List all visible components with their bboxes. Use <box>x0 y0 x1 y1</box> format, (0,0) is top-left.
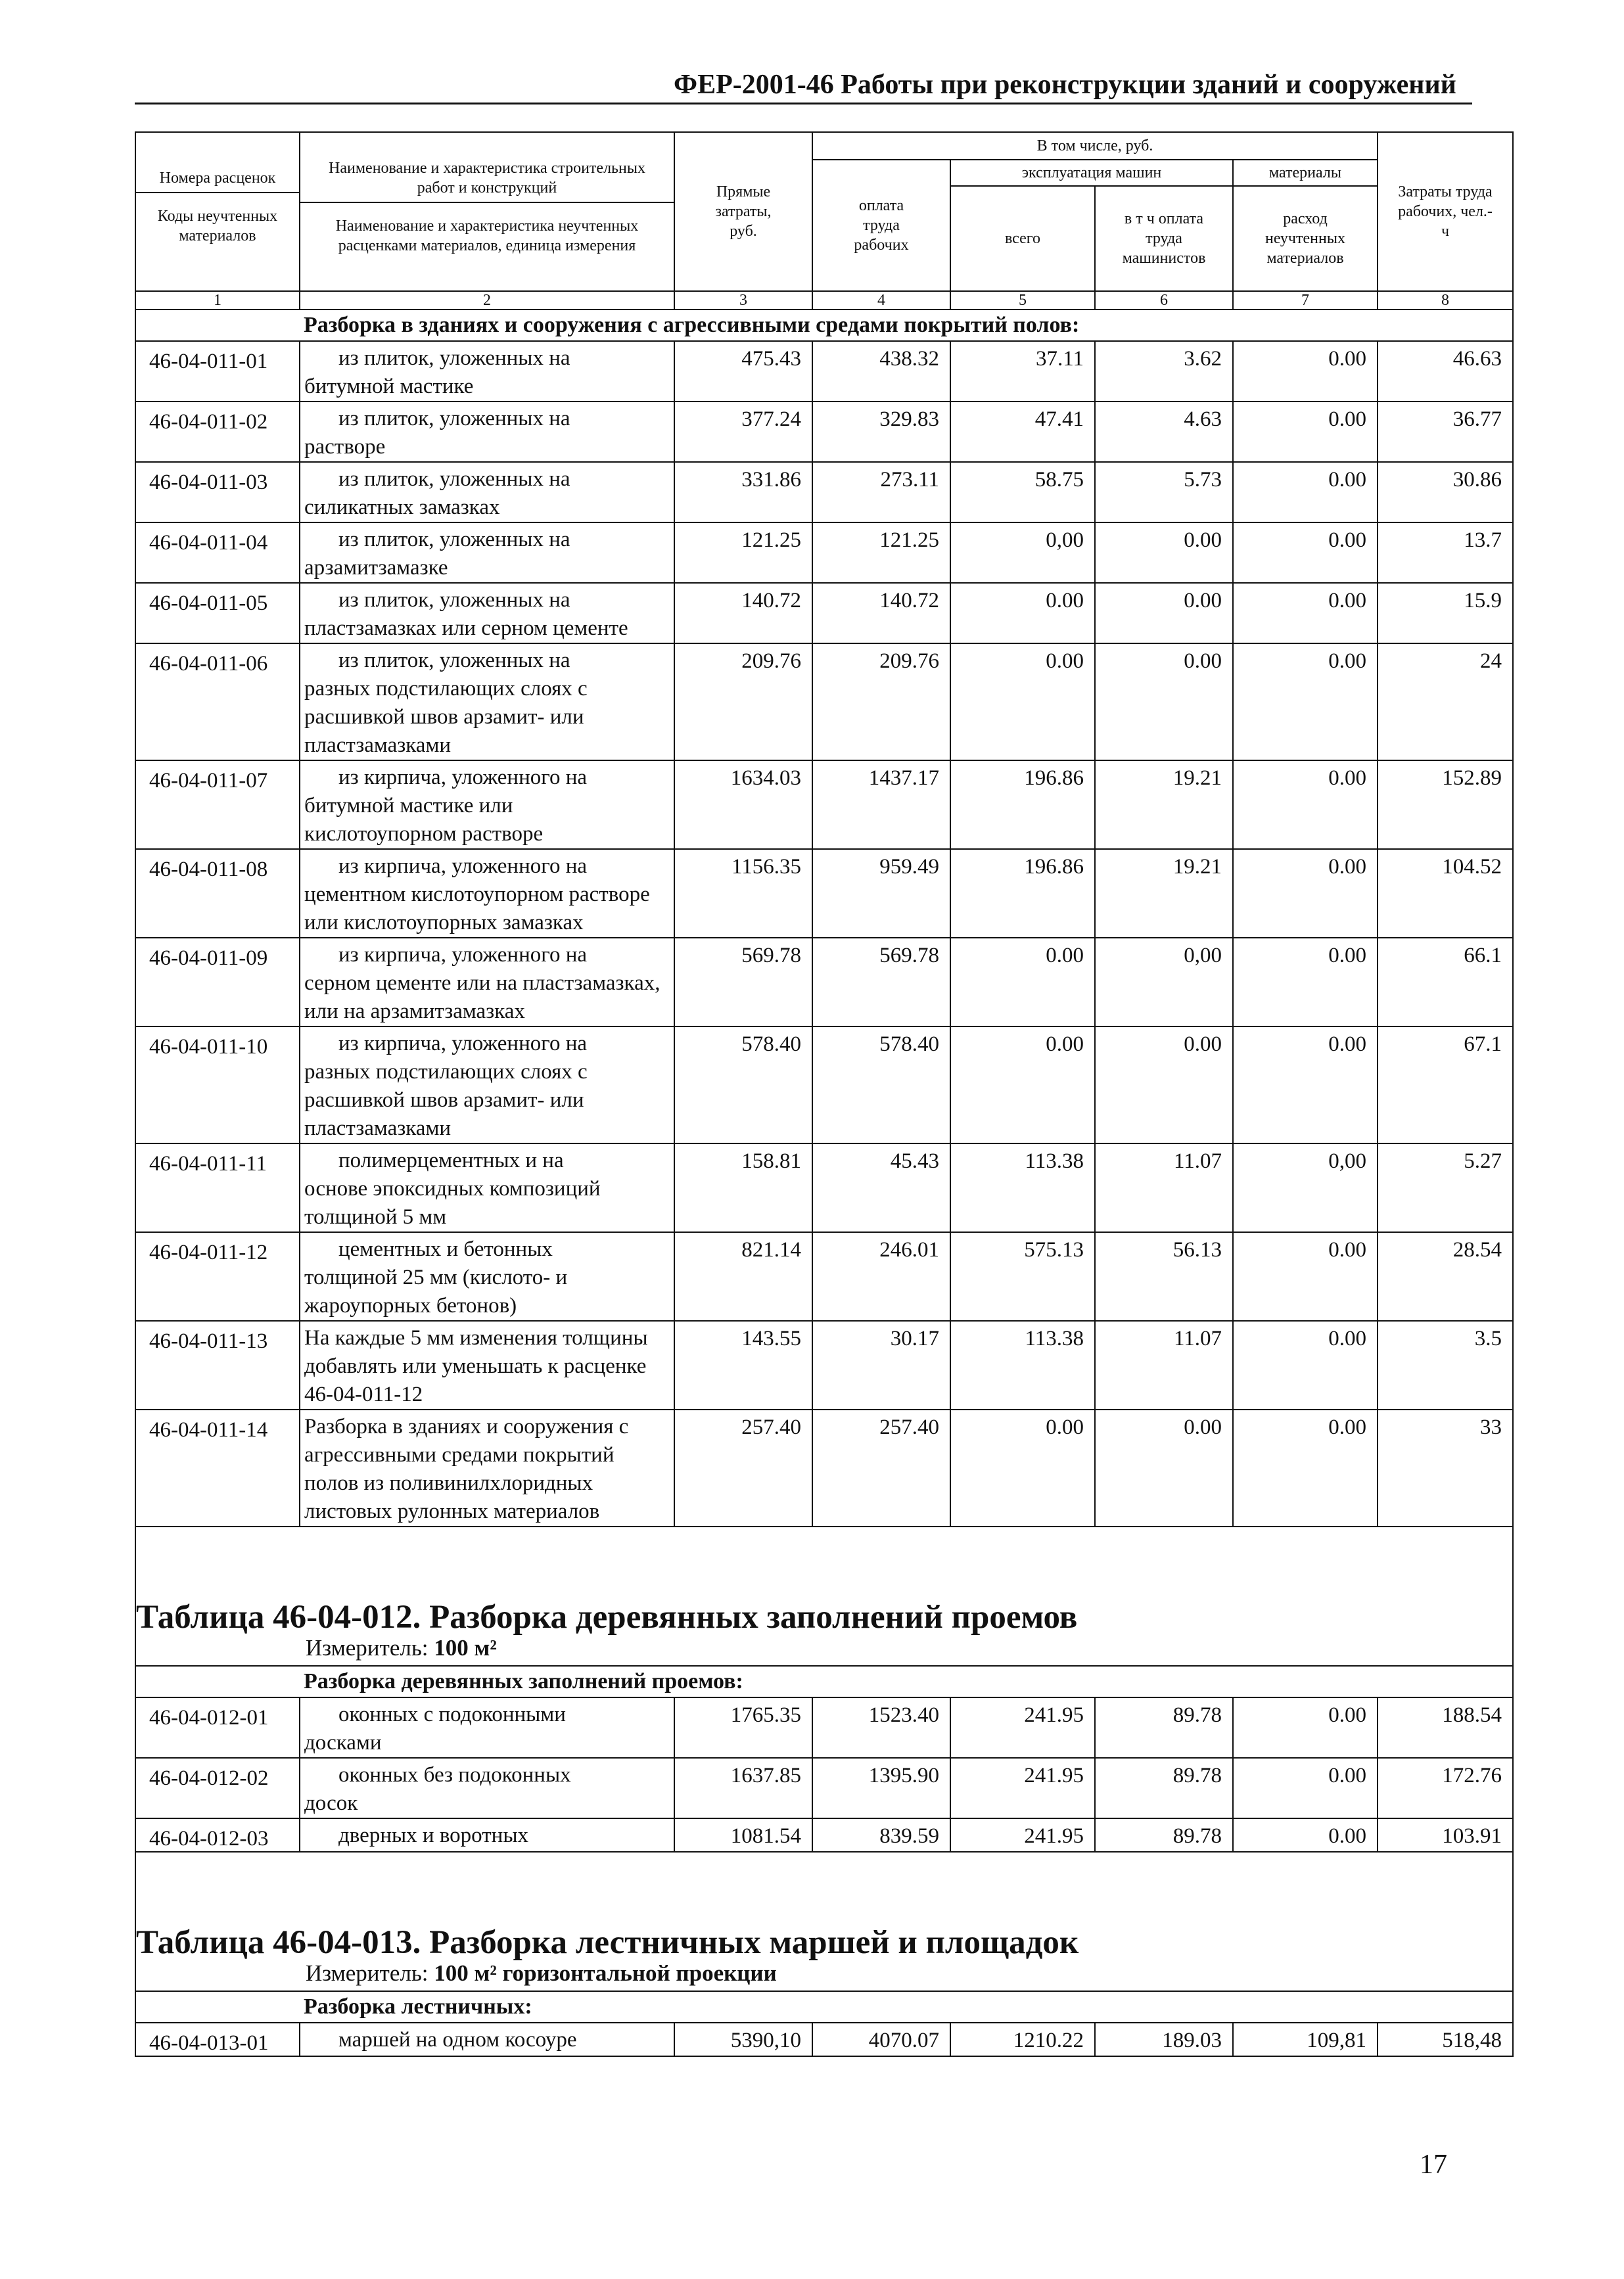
value-wages: 1437.17 <box>812 760 950 849</box>
rate-code: 46-04-011-02 <box>135 402 300 462</box>
value-wages: 329.83 <box>812 402 950 462</box>
col-mach-total: всего <box>950 186 1095 291</box>
description-rest: На каждые 5 мм изменения толщины добавлять или уменьшать к расценке 46-04-011-12 <box>304 1326 648 1406</box>
description-rest: цементном кислотоупорном растворе или кислотоупорных замазках <box>304 883 650 934</box>
value-wages: 121.25 <box>812 522 950 583</box>
table-row <box>135 2023 1513 2056</box>
value-wages: 1395.90 <box>812 1758 950 1818</box>
value-mat: 0.00 <box>1233 402 1378 462</box>
description-first-line: из кирпича, уложенного на <box>338 766 588 789</box>
value-mach: 113.38 <box>950 1321 1095 1410</box>
value-mat: 0.00 <box>1233 522 1378 583</box>
value-mach-w: 89.78 <box>1095 1818 1233 1852</box>
work-description <box>300 938 674 1026</box>
value-mat: 0.00 <box>1233 938 1378 1026</box>
table-row <box>135 849 1513 938</box>
work-description <box>300 849 674 938</box>
value-wages: 569.78 <box>812 938 950 1026</box>
table-title-cell <box>135 1527 1513 1666</box>
value-mach: 0.00 <box>950 1410 1095 1527</box>
header-rule <box>135 103 1472 104</box>
value-mach: 241.95 <box>950 1697 1095 1758</box>
table-row <box>135 1232 1513 1321</box>
section-heading: Разборка деревянных заполнений проемов: <box>135 1666 1513 1697</box>
value-direct: 331.86 <box>674 462 812 522</box>
col-wages: оплата труда рабочих <box>812 160 950 291</box>
work-description <box>300 402 674 462</box>
running-header: ФЕР-2001-46 Работы при реконструкции зданий и сооружений <box>674 70 1456 100</box>
value-labor: 24 <box>1378 643 1513 760</box>
column-numbers-row <box>135 291 1513 310</box>
value-mach-w: 0,00 <box>1095 938 1233 1026</box>
description-first-line: из плиток, уложенных на <box>338 346 570 370</box>
value-mat: 109,81 <box>1233 2023 1378 2056</box>
rate-code: 46-04-011-06 <box>135 643 300 760</box>
table-row <box>135 1410 1513 1527</box>
section-heading: Разборка в зданиях и сооружения с агрессивными средами покрытий полов: <box>135 310 1513 341</box>
value-wages: 1523.40 <box>812 1697 950 1758</box>
value-wages: 30.17 <box>812 1321 950 1410</box>
col-incl: В том числе, руб. <box>812 132 1378 160</box>
rate-code: 46-04-011-09 <box>135 938 300 1026</box>
value-wages: 4070.07 <box>812 2023 950 2056</box>
table-row <box>135 643 1513 760</box>
value-wages: 209.76 <box>812 643 950 760</box>
value-mach-w: 19.21 <box>1095 849 1233 938</box>
value-labor: 103.91 <box>1378 1818 1513 1852</box>
rate-code: 46-04-013-01 <box>135 2023 300 2056</box>
value-direct: 569.78 <box>674 938 812 1026</box>
measure-label: Измеритель: <box>306 1960 429 1986</box>
table-row <box>135 938 1513 1026</box>
value-direct: 1081.54 <box>674 1818 812 1852</box>
work-description <box>300 1143 674 1232</box>
value-labor: 15.9 <box>1378 583 1513 643</box>
value-mach: 0.00 <box>950 938 1095 1026</box>
description-first-line: из плиток, уложенных на <box>338 588 570 612</box>
value-mat: 0.00 <box>1233 1232 1378 1321</box>
col-rate-no <box>135 132 300 291</box>
rate-code: 46-04-011-04 <box>135 522 300 583</box>
value-direct: 1156.35 <box>674 849 812 938</box>
value-wages: 246.01 <box>812 1232 950 1321</box>
description-first-line: из кирпича, уложенного на <box>338 854 588 878</box>
value-mach: 575.13 <box>950 1232 1095 1321</box>
value-labor: 518,48 <box>1378 2023 1513 2056</box>
table-header <box>135 132 1513 291</box>
col-codes-label: Коды неучтенных материалов <box>157 208 278 244</box>
description-rest: основе эпоксидных композиций толщиной 5 мм <box>304 1177 601 1229</box>
value-labor: 5.27 <box>1378 1143 1513 1232</box>
description-rest: Разборка в зданиях и сооружения с агрессивными средами покрытий полов из поливинилхлоридных листовых рулонных материалов <box>304 1415 629 1523</box>
value-mach: 241.95 <box>950 1818 1095 1852</box>
description-rest: силикатных замазках <box>304 495 500 519</box>
work-description <box>300 1232 674 1321</box>
rate-code: 46-04-011-03 <box>135 462 300 522</box>
value-direct: 143.55 <box>674 1321 812 1410</box>
value-mat: 0.00 <box>1233 462 1378 522</box>
description-rest: толщиной 25 мм (кислото- и жароупорных бетонов) <box>304 1266 568 1318</box>
value-mach-w: 5.73 <box>1095 462 1233 522</box>
value-labor: 28.54 <box>1378 1232 1513 1321</box>
value-mach: 1210.22 <box>950 2023 1095 2056</box>
value-mach: 0.00 <box>950 1026 1095 1143</box>
measure-label: Измеритель: <box>306 1635 429 1661</box>
value-labor: 46.63 <box>1378 341 1513 402</box>
value-mach: 113.38 <box>950 1143 1095 1232</box>
value-mach: 47.41 <box>950 402 1095 462</box>
description-first-line: из плиток, уложенных на <box>338 649 570 672</box>
rate-code: 46-04-012-02 <box>135 1758 300 1818</box>
section-heading-row <box>135 310 1513 341</box>
value-mach-w: 89.78 <box>1095 1697 1233 1758</box>
value-labor: 172.76 <box>1378 1758 1513 1818</box>
rate-code: 46-04-011-11 <box>135 1143 300 1232</box>
col-number: 3 <box>674 291 812 310</box>
rate-code: 46-04-011-14 <box>135 1410 300 1527</box>
value-wages: 839.59 <box>812 1818 950 1852</box>
work-description <box>300 462 674 522</box>
value-mat: 0.00 <box>1233 849 1378 938</box>
value-mat: 0.00 <box>1233 760 1378 849</box>
section-heading: Разборка лестничных: <box>135 1991 1513 2023</box>
value-direct: 209.76 <box>674 643 812 760</box>
table-row <box>135 1143 1513 1232</box>
value-labor: 3.5 <box>1378 1321 1513 1410</box>
value-mach-w: 11.07 <box>1095 1321 1233 1410</box>
value-mat: 0.00 <box>1233 1758 1378 1818</box>
description-rest: растворе <box>304 435 386 459</box>
table-title-row <box>135 1852 1513 1991</box>
value-direct: 377.24 <box>674 402 812 462</box>
value-labor: 66.1 <box>1378 938 1513 1026</box>
value-mach: 58.75 <box>950 462 1095 522</box>
value-mach-w: 3.62 <box>1095 341 1233 402</box>
col-number: 6 <box>1095 291 1233 310</box>
value-labor: 33 <box>1378 1410 1513 1527</box>
value-wages: 578.40 <box>812 1026 950 1143</box>
value-labor: 152.89 <box>1378 760 1513 849</box>
description-first-line: из кирпича, уложенного на <box>338 1032 588 1055</box>
rate-code: 46-04-012-01 <box>135 1697 300 1758</box>
rate-code: 46-04-011-05 <box>135 583 300 643</box>
value-mach-w: 89.78 <box>1095 1758 1233 1818</box>
table-row <box>135 1697 1513 1758</box>
col-materials: материалы <box>1233 160 1378 186</box>
rate-code: 46-04-011-12 <box>135 1232 300 1321</box>
value-mach-w: 189.03 <box>1095 2023 1233 2056</box>
description-rest: разных подстилающих слоях с расшивкой швов арзамит- или пластзамазками <box>304 1060 588 1140</box>
col-number: 8 <box>1378 291 1513 310</box>
table-row <box>135 1818 1513 1852</box>
value-wages: 438.32 <box>812 341 950 402</box>
value-mat: 0.00 <box>1233 1026 1378 1143</box>
measure-line <box>306 1960 777 1987</box>
col-number: 2 <box>300 291 674 310</box>
description-first-line: из плиток, уложенных на <box>338 467 570 491</box>
section-heading-row <box>135 1666 1513 1697</box>
work-description <box>300 1818 674 1852</box>
value-direct: 1765.35 <box>674 1697 812 1758</box>
value-mat: 0.00 <box>1233 1818 1378 1852</box>
work-description <box>300 583 674 643</box>
value-mach: 0.00 <box>950 583 1095 643</box>
description-rest: серном цементе или на пластзамазках, или на арзамитзамазках <box>304 971 661 1023</box>
value-mach: 241.95 <box>950 1758 1095 1818</box>
col-number: 1 <box>135 291 300 310</box>
description-rest: битумной мастике или кислотоупорном растворе <box>304 794 544 846</box>
table-title-cell <box>135 1852 1513 1991</box>
col-number: 4 <box>812 291 950 310</box>
table-title: Таблица 46-04-013. Разборка лестничных маршей и площадок <box>136 1924 1079 1961</box>
rate-code: 46-04-011-13 <box>135 1321 300 1410</box>
rate-code: 46-04-011-01 <box>135 341 300 402</box>
description-rest: досок <box>304 1791 358 1815</box>
col-labor: Затраты труда рабочих, чел.-ч <box>1378 132 1513 291</box>
value-direct: 158.81 <box>674 1143 812 1232</box>
col-name <box>300 132 674 291</box>
table-row <box>135 462 1513 522</box>
table-row <box>135 1321 1513 1410</box>
work-description <box>300 1697 674 1758</box>
value-labor: 67.1 <box>1378 1026 1513 1143</box>
value-mach-w: 0.00 <box>1095 583 1233 643</box>
value-labor: 30.86 <box>1378 462 1513 522</box>
value-mat: 0,00 <box>1233 1143 1378 1232</box>
description-rest: арзамитзамазке <box>304 556 448 580</box>
col-mach-wages: в т ч оплата труда машинистов <box>1095 186 1233 291</box>
work-description <box>300 1026 674 1143</box>
col-direct: Прямые затраты, руб. <box>674 132 812 291</box>
description-first-line: из кирпича, уложенного на <box>338 943 588 967</box>
table-row <box>135 760 1513 849</box>
measure-value: 100 м² горизонтальной проекции <box>434 1960 777 1986</box>
value-mach-w: 0.00 <box>1095 522 1233 583</box>
value-mach: 196.86 <box>950 760 1095 849</box>
rates-table <box>135 131 1514 2057</box>
table-title: Таблица 46-04-012. Разборка деревянных заполнений проемов <box>136 1599 1078 1636</box>
value-direct: 1637.85 <box>674 1758 812 1818</box>
description-first-line: цементных и бетонных <box>338 1237 553 1261</box>
table-row <box>135 341 1513 402</box>
col-machines: эксплуатация машин <box>950 160 1233 186</box>
value-labor: 13.7 <box>1378 522 1513 583</box>
value-labor: 188.54 <box>1378 1697 1513 1758</box>
work-description <box>300 643 674 760</box>
value-mach-w: 0.00 <box>1095 1026 1233 1143</box>
value-direct: 475.43 <box>674 341 812 402</box>
value-direct: 5390,10 <box>674 2023 812 2056</box>
work-description <box>300 1758 674 1818</box>
description-first-line: оконных без подоконных <box>338 1763 571 1787</box>
value-mach: 37.11 <box>950 341 1095 402</box>
value-mat: 0.00 <box>1233 1321 1378 1410</box>
description-first-line: из плиток, уложенных на <box>338 528 570 551</box>
measure-value: 100 м² <box>434 1635 497 1661</box>
value-wages: 959.49 <box>812 849 950 938</box>
value-mach-w: 19.21 <box>1095 760 1233 849</box>
description-first-line: маршей на одном косоуре <box>338 2028 577 2052</box>
col-mat-use: расход неучтенных материалов <box>1233 186 1378 291</box>
description-first-line: полимерцементных и на <box>338 1149 564 1172</box>
rate-code: 46-04-011-08 <box>135 849 300 938</box>
value-mach-w: 4.63 <box>1095 402 1233 462</box>
description-first-line: оконных с подоконными <box>338 1703 566 1726</box>
col-rate-no-label: Номера расценок <box>136 164 299 193</box>
col-name2-label: Наименование и характеристика неучтенных расценками материалов, единица измерения <box>335 218 639 254</box>
measure-line <box>306 1635 497 1661</box>
table-title-row <box>135 1527 1513 1666</box>
table-row <box>135 402 1513 462</box>
rate-code: 46-04-012-03 <box>135 1818 300 1852</box>
value-wages: 45.43 <box>812 1143 950 1232</box>
col-name-label: Наименование и характеристика строительных работ и конструкций <box>300 154 674 203</box>
value-mach-w: 56.13 <box>1095 1232 1233 1321</box>
value-labor: 36.77 <box>1378 402 1513 462</box>
col-number: 7 <box>1233 291 1378 310</box>
work-description <box>300 760 674 849</box>
value-direct: 121.25 <box>674 522 812 583</box>
description-rest: разных подстилающих слоях с расшивкой швов арзамит- или пластзамазками <box>304 677 588 757</box>
work-description <box>300 341 674 402</box>
table-row <box>135 583 1513 643</box>
table-row <box>135 1758 1513 1818</box>
value-mat: 0.00 <box>1233 583 1378 643</box>
value-wages: 140.72 <box>812 583 950 643</box>
work-description <box>300 2023 674 2056</box>
value-direct: 140.72 <box>674 583 812 643</box>
value-mat: 0.00 <box>1233 643 1378 760</box>
value-mach: 0,00 <box>950 522 1095 583</box>
value-wages: 273.11 <box>812 462 950 522</box>
value-direct: 578.40 <box>674 1026 812 1143</box>
description-rest: пластзамазках или серном цементе <box>304 616 628 640</box>
value-mach: 0.00 <box>950 643 1095 760</box>
description-first-line: из плиток, уложенных на <box>338 407 570 430</box>
value-direct: 257.40 <box>674 1410 812 1527</box>
rate-code: 46-04-011-07 <box>135 760 300 849</box>
table-row <box>135 522 1513 583</box>
page-number: 17 <box>1420 2150 1447 2180</box>
table-body <box>135 291 1513 2056</box>
value-mach-w: 0.00 <box>1095 643 1233 760</box>
rate-code: 46-04-011-10 <box>135 1026 300 1143</box>
col-number: 5 <box>950 291 1095 310</box>
value-mat: 0.00 <box>1233 1410 1378 1527</box>
value-mach-w: 11.07 <box>1095 1143 1233 1232</box>
value-direct: 1634.03 <box>674 760 812 849</box>
value-mat: 0.00 <box>1233 1697 1378 1758</box>
description-first-line: дверных и воротных <box>338 1824 528 1847</box>
description-rest: битумной мастике <box>304 375 474 398</box>
work-description <box>300 522 674 583</box>
value-mach: 196.86 <box>950 849 1095 938</box>
description-rest: досками <box>304 1731 382 1755</box>
work-description <box>300 1410 674 1527</box>
value-wages: 257.40 <box>812 1410 950 1527</box>
work-description <box>300 1321 674 1410</box>
section-heading-row <box>135 1991 1513 2023</box>
value-mat: 0.00 <box>1233 341 1378 402</box>
value-direct: 821.14 <box>674 1232 812 1321</box>
value-labor: 104.52 <box>1378 849 1513 938</box>
value-mach-w: 0.00 <box>1095 1410 1233 1527</box>
table-row <box>135 1026 1513 1143</box>
